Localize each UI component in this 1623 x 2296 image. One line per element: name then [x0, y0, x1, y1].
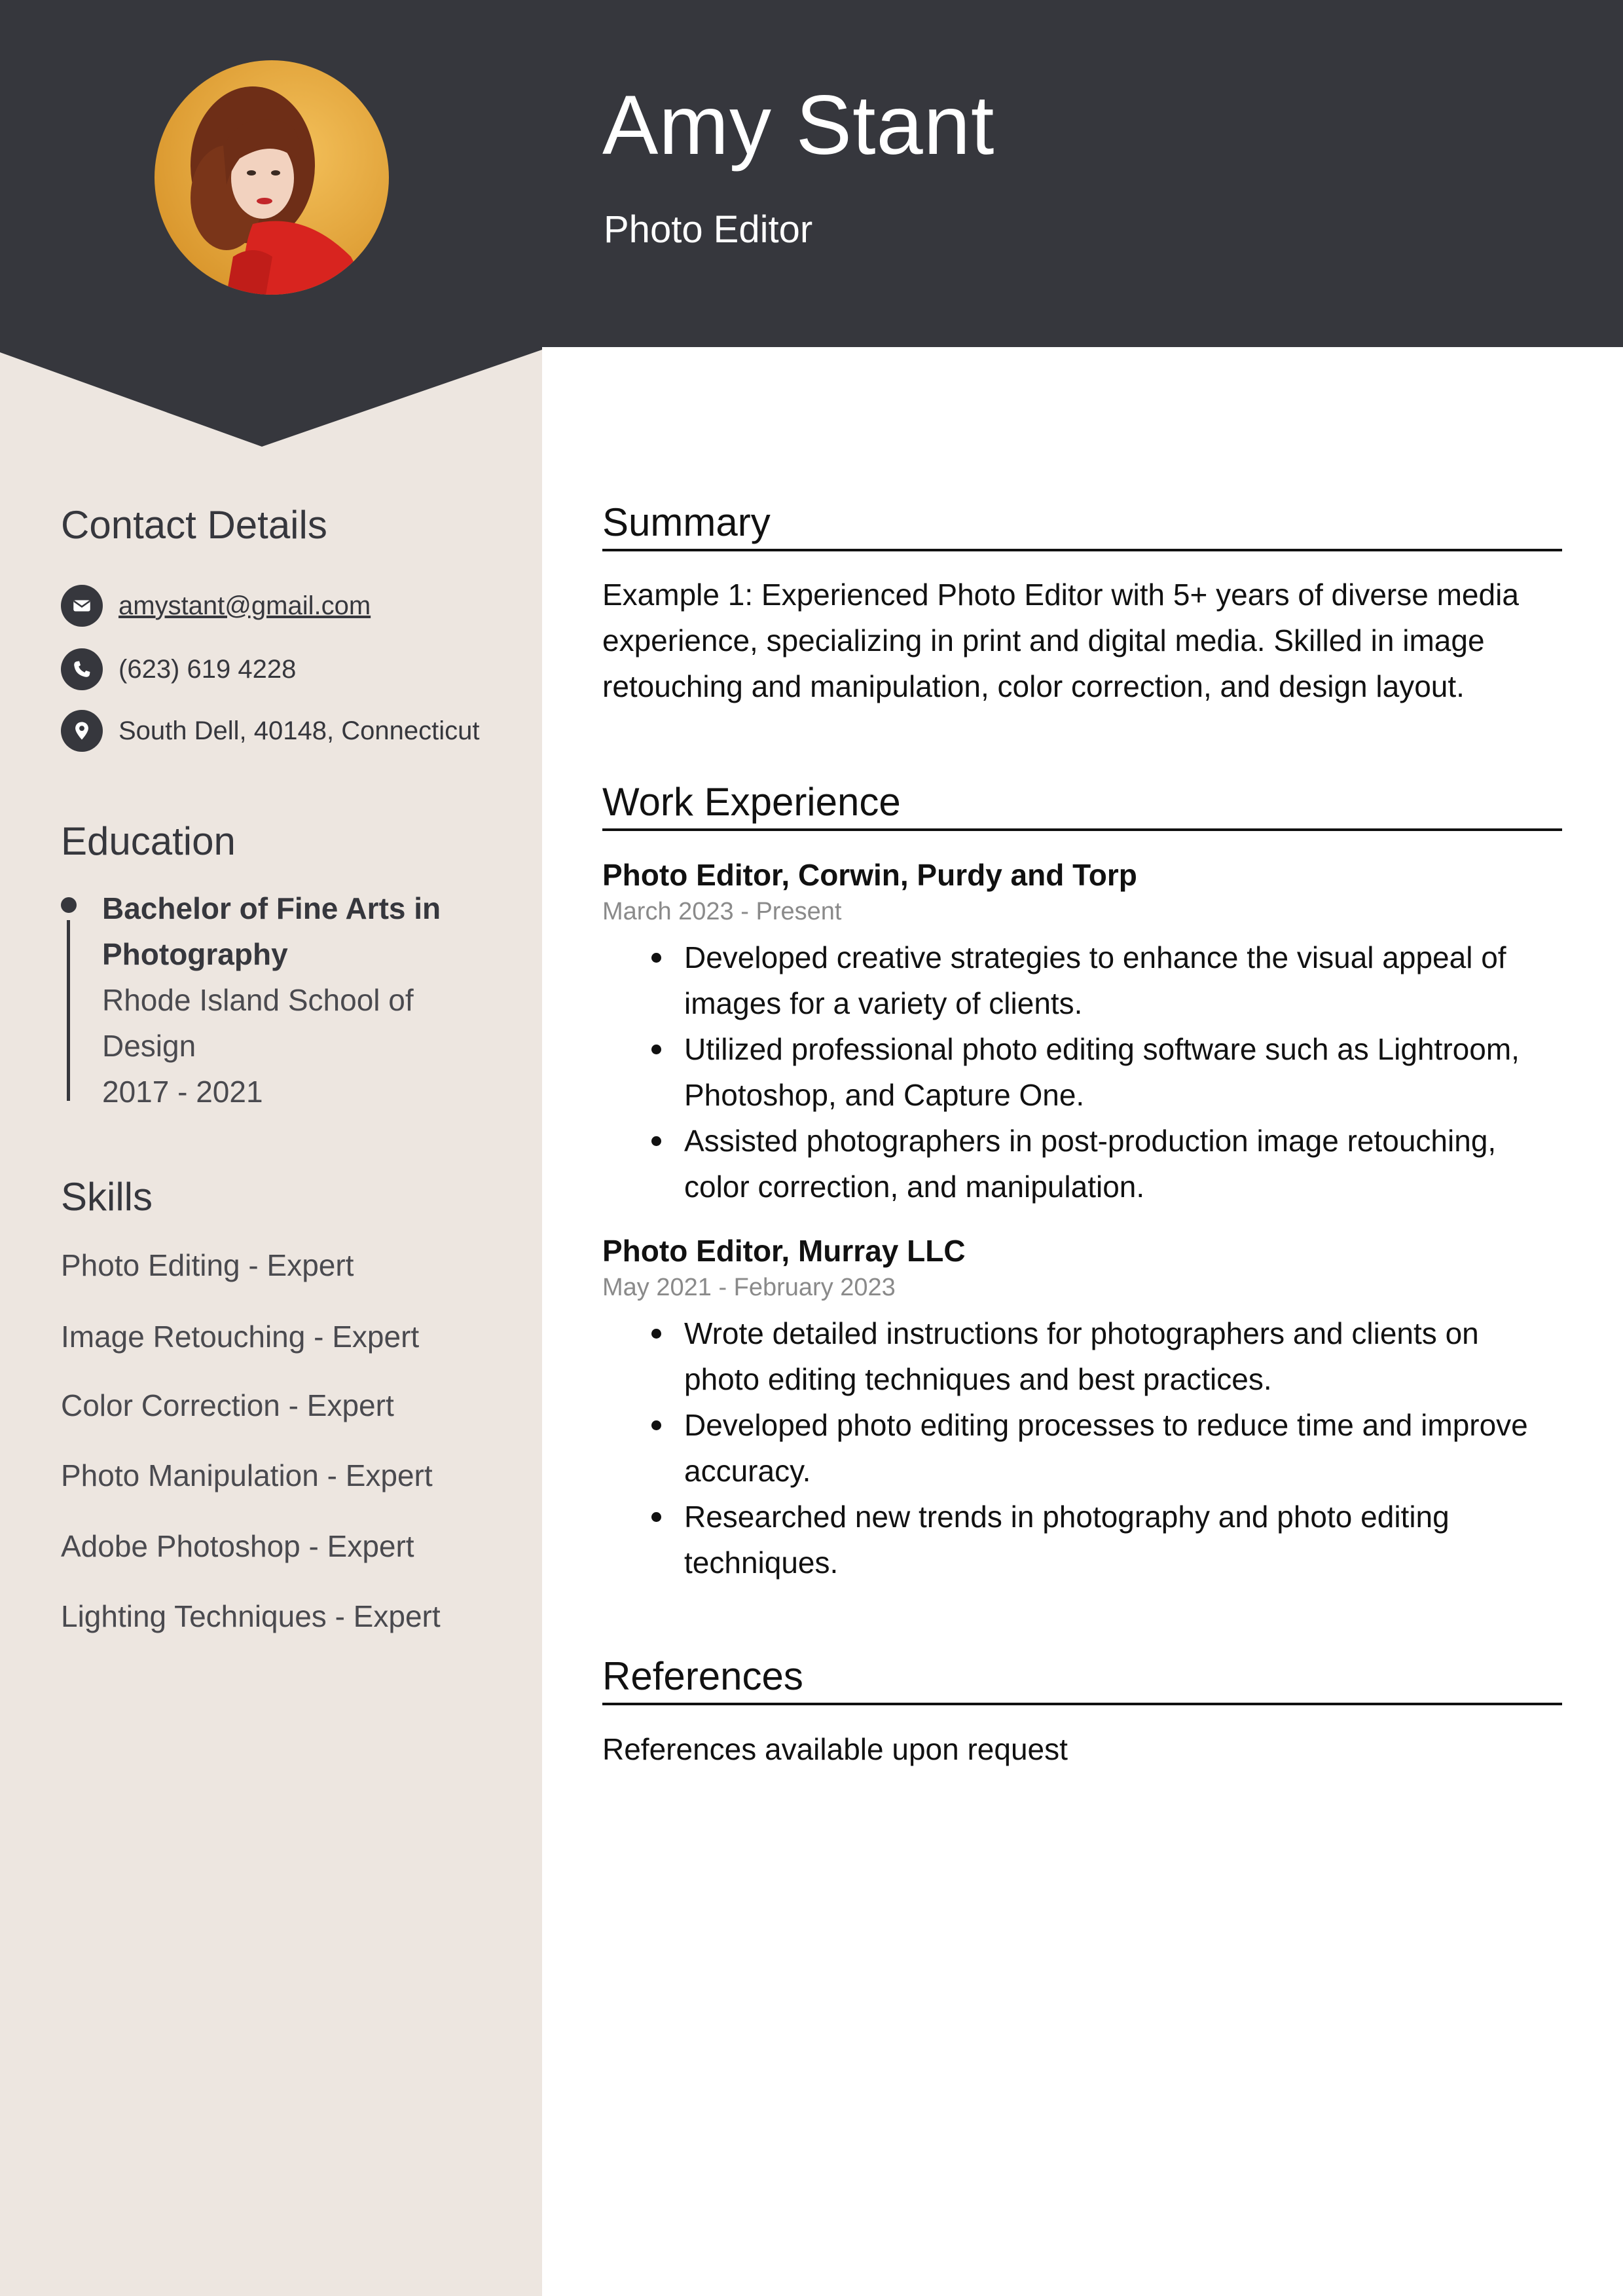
references-heading: References — [602, 1657, 1562, 1705]
header-chevron — [0, 346, 542, 448]
skill-item: Adobe Photoshop - Expert — [61, 1529, 414, 1563]
envelope-icon — [61, 585, 103, 627]
education-degree: Bachelor of Fine Arts in Photography — [102, 891, 441, 971]
skill-item: Photo Editing - Expert — [61, 1248, 354, 1282]
job-bullet: Wrote detailed instructions for photographers and clients on photo editing techniques and best practices. — [684, 1310, 1562, 1402]
job-title: Photo Editor, Corwin, Purdy and Torp — [602, 858, 1137, 892]
summary-text: Example 1: Experienced Photo Editor with 5+ years of diverse media experience, specializing in print and digital media. Skilled in image retouching and manipulation, color correction, and design layout. — [602, 578, 1519, 703]
job-bullet: Utilized professional photo editing software such as Lightroom, Photoshop, and Capture One. — [684, 1026, 1562, 1118]
profile-photo — [155, 60, 389, 295]
contact-email[interactable]: amystant@gmail.com — [119, 591, 371, 620]
job-dates: May 2021 - February 2023 — [602, 1274, 896, 1301]
timeline-line — [67, 920, 70, 1101]
timeline-dot — [61, 897, 77, 913]
job-bullet: Developed creative strategies to enhance the visual appeal of images for a variety of clients. — [684, 935, 1562, 1026]
job-title: Photo Editor, Murray LLC — [602, 1234, 966, 1268]
education-years: 2017 - 2021 — [102, 1075, 263, 1109]
contact-heading: Contact Details — [61, 503, 327, 547]
contact-phone-row — [61, 648, 296, 690]
skill-item: Color Correction - Expert — [61, 1388, 394, 1422]
contact-address-row — [61, 710, 479, 752]
contact-address: South Dell, 40148, Connecticut — [119, 716, 480, 745]
references-text: References available upon request — [602, 1732, 1068, 1766]
summary-heading: Summary — [602, 503, 1562, 551]
skill-item: Lighting Techniques - Expert — [61, 1599, 441, 1633]
job-bullets — [684, 935, 1562, 1210]
contact-phone: (623) 619 4228 — [119, 654, 297, 684]
job-bullet: Developed photo editing processes to reduce time and improve accuracy. — [684, 1402, 1562, 1494]
skills-heading: Skills — [61, 1175, 153, 1219]
location-pin-icon — [61, 710, 103, 752]
job-bullets — [684, 1310, 1562, 1585]
education-heading: Education — [61, 819, 236, 863]
skill-item: Photo Manipulation - Expert — [61, 1458, 433, 1492]
job-bullet: Assisted photographers in post-production image retouching, color correction, and manipulation. — [684, 1118, 1562, 1210]
skill-item: Image Retouching - Expert — [61, 1320, 420, 1354]
education-school: Rhode Island School of Design — [102, 983, 414, 1063]
contact-email-row[interactable] — [61, 585, 371, 627]
job-dates: March 2023 - Present — [602, 898, 842, 925]
job-bullet: Researched new trends in photography and photo editing techniques. — [684, 1494, 1562, 1585]
work-experience-heading: Work Experience — [602, 783, 1562, 831]
phone-icon — [61, 648, 103, 690]
candidate-name: Amy Stant — [602, 79, 995, 172]
candidate-job-title: Photo Editor — [604, 208, 813, 251]
